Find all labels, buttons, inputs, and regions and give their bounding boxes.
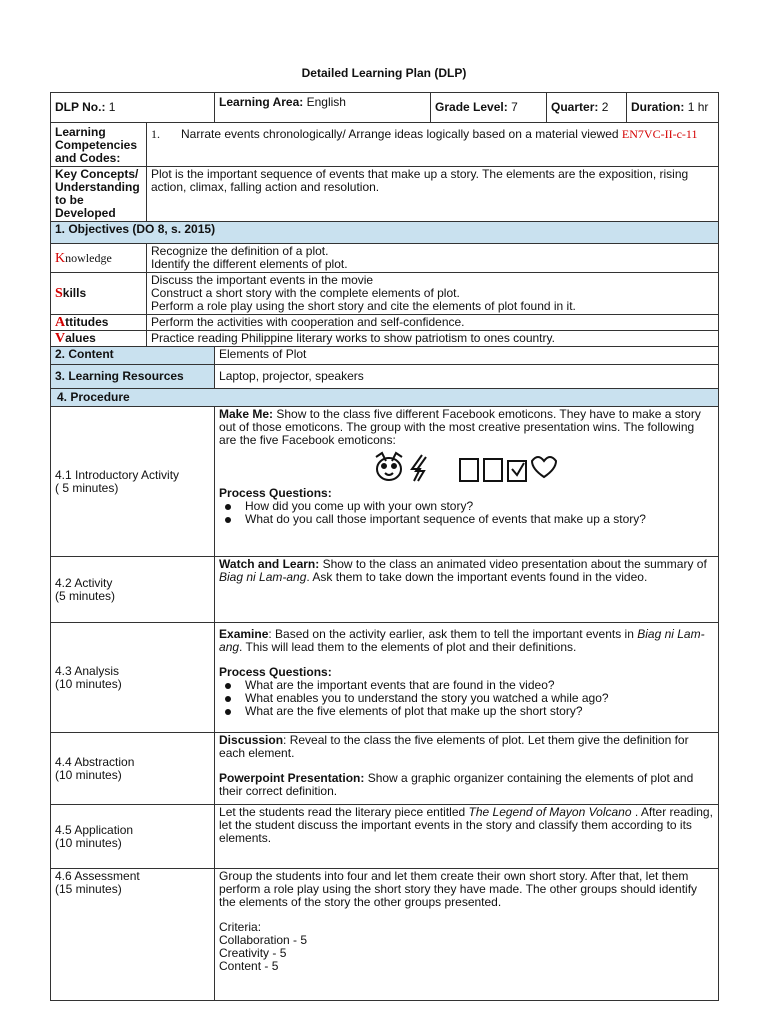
dog-face-icon: [376, 453, 402, 480]
dlp-number-value: 1: [108, 100, 116, 114]
abstraction-time: (10 minutes): [55, 767, 122, 782]
duration-value: 1 hr: [687, 100, 709, 114]
box-icon: [484, 459, 502, 481]
key-concepts-label: Key Concepts/ Understanding to be Developed: [51, 167, 147, 222]
content-row: [51, 347, 719, 365]
knowledge-label: [51, 244, 147, 273]
objectives-header-row: [51, 222, 719, 244]
analysis-row: [51, 623, 719, 733]
box-icon: [460, 459, 478, 481]
document-title: Detailed Learning Plan (DLP): [301, 66, 467, 80]
dlp-number-label: DLP No.:: [55, 100, 106, 114]
key-concepts-row: [51, 167, 719, 222]
procedure-header-row: [51, 389, 719, 407]
analysis-text-1: : Based on the activity earlier, ask them to tell the important events in: [268, 627, 638, 641]
skills-line: Construct a short story with the complete elements of plot.: [151, 286, 460, 300]
resources-label: 3. Learning Resources: [51, 365, 215, 389]
procedure-header: 4. Procedure: [51, 389, 719, 407]
emoticon-row: [219, 451, 714, 483]
criteria-item: Creativity - 5: [219, 946, 287, 960]
question-item: What are the five elements of plot that make up the short story?: [219, 705, 714, 718]
application-row: [51, 805, 719, 869]
knowledge-rest: nowledge: [65, 250, 112, 265]
values-label: [51, 331, 147, 347]
question-item: What enables you to understand the story you watched a while ago?: [219, 692, 714, 705]
watch-learn-lead: Watch and Learn:: [219, 557, 320, 571]
activity-label-cell: [51, 557, 215, 623]
assessment-content: [215, 869, 719, 1001]
assessment-row: [51, 869, 719, 1001]
abstraction-label-cell: [51, 733, 215, 805]
intro-activity-content: [215, 407, 719, 557]
skills-line: Perform a role play using the short story and cite the elements of plot found in it.: [151, 299, 576, 313]
grade-level-cell: [431, 93, 547, 123]
skills-initial: S: [55, 286, 63, 301]
grade-level-value: 7: [511, 100, 518, 114]
competencies-label: Learning Competencies and Codes:: [51, 123, 147, 167]
intro-activity-label: 4.1 Introductory Activity: [55, 467, 180, 482]
attitudes-label: [51, 315, 147, 331]
values-initial: V: [55, 331, 66, 346]
criteria-item: Content - 5: [219, 959, 279, 973]
skills-row: [51, 273, 719, 315]
learning-area-value: English: [306, 95, 346, 109]
quarter-cell: [547, 93, 627, 123]
competency-code: EN7VC-II-c-11: [621, 127, 698, 141]
content-label: 2. Content: [51, 347, 215, 365]
values-rest: alues: [65, 331, 96, 345]
content-value: Elements of Plot: [215, 347, 719, 365]
competencies-row: [51, 123, 719, 167]
discussion-text: : Reveal to the class the five elements of plot. Let them give the definition for each element.: [219, 733, 689, 760]
activity-content: [215, 557, 719, 623]
analysis-label: 4.3 Analysis: [55, 663, 120, 678]
skills-content: [147, 273, 719, 315]
examine-lead: Examine: [219, 627, 269, 641]
assessment-time: (15 minutes): [55, 882, 122, 896]
competency-text: Narrate events chronologically/ Arrange ideas logically based on a material viewed: [181, 127, 619, 141]
knowledge-row: [51, 244, 719, 273]
dlp-table: [50, 92, 719, 1001]
assessment-label: 4.6 Assessment: [55, 869, 140, 883]
abstraction-content: [215, 733, 719, 805]
knowledge-content: [147, 244, 719, 273]
knowledge-initial: K: [55, 250, 66, 266]
learning-area-cell: [215, 93, 431, 123]
competencies-content: [147, 123, 719, 167]
attitudes-rest: ttitudes: [65, 315, 109, 329]
question-item: What are the important events that are found in the video?: [219, 679, 714, 692]
intro-activity-label-cell: [51, 407, 215, 557]
values-row: [51, 331, 719, 347]
abstraction-label: 4.4 Abstraction: [55, 754, 135, 769]
activity-label: 4.2 Activity: [55, 575, 113, 590]
intro-activity-row: [51, 407, 719, 557]
dlp-number-cell: [51, 93, 215, 123]
attitudes-text: Perform the activities with cooperation and self-confidence.: [147, 315, 719, 331]
quarter-value: 2: [601, 100, 609, 114]
criteria-item: Collaboration - 5: [219, 933, 308, 947]
objectives-header: 1. Objectives (DO 8, s. 2015): [51, 222, 719, 244]
criteria-label: Criteria:: [219, 920, 262, 934]
powerpoint-lead: Powerpoint Presentation:: [219, 771, 365, 785]
analysis-label-cell: [51, 623, 215, 733]
application-text-1: Let the students read the literary piece entitled: [219, 805, 469, 819]
duration-cell: [627, 93, 719, 123]
application-content: [215, 805, 719, 869]
application-label-cell: [51, 805, 215, 869]
knowledge-line: Recognize the definition of a plot.: [151, 244, 329, 258]
key-concepts-text: Plot is the important sequence of events that make up a story. The elements are the exposition, rising action, climax, falling action and resolution.: [147, 167, 719, 222]
activity-row: [51, 557, 719, 623]
application-story-title: The Legend of Mayon Volcano: [468, 805, 632, 819]
analysis-story-title: Biag ni Lam-ang: [219, 627, 705, 654]
intro-process-questions-label: Process Questions:: [219, 486, 332, 500]
check-heart-icon: [508, 457, 556, 481]
analysis-process-questions-label: Process Questions:: [219, 665, 332, 679]
activity-time: (5 minutes): [55, 588, 116, 603]
competency-number: 1.: [151, 127, 160, 141]
quarter-label: Quarter:: [551, 100, 599, 114]
analysis-question-list: [219, 679, 714, 718]
powerpoint-text: Show a graphic organizer containing the elements of plot and their correct definition.: [219, 771, 694, 798]
duration-label: Duration:: [631, 100, 685, 114]
intro-activity-time: ( 5 minutes): [55, 480, 119, 495]
grade-level-label: Grade Level:: [435, 100, 508, 114]
knowledge-line: Identify the different elements of plot.: [151, 257, 348, 271]
lightning-icon: [412, 455, 426, 481]
skills-rest: kills: [62, 286, 87, 300]
abstraction-row: [51, 733, 719, 805]
analysis-text-2: . This will lead them to the elements of plot and their definitions.: [239, 640, 577, 654]
make-me-lead: Make Me:: [219, 407, 274, 421]
attitudes-row: [51, 315, 719, 331]
activity-text-2: . Ask them to take down the important events found in the video.: [306, 570, 648, 584]
resources-row: [51, 365, 719, 389]
activity-text-1: Show to the class an animated video presentation about the summary of: [319, 557, 707, 571]
info-row: [51, 93, 719, 123]
resources-value: Laptop, projector, speakers: [215, 365, 719, 389]
attitudes-initial: A: [55, 315, 66, 330]
analysis-content: [215, 623, 719, 733]
application-label: 4.5 Application: [55, 822, 134, 837]
application-time: (10 minutes): [55, 835, 122, 850]
learning-area-label: Learning Area:: [219, 95, 304, 109]
make-me-text: Show to the class five different Facebook emoticons. They have to make a story out of those emoticons. The group with the most creative presentation wins. The following are the five Facebook emoticons:: [219, 407, 701, 447]
skills-line: Discuss the important events in the movie: [151, 273, 374, 287]
analysis-time: (10 minutes): [55, 676, 122, 691]
question-item: How did you come up with your own story?: [219, 500, 714, 513]
assessment-label-cell: [51, 869, 215, 1001]
discussion-lead: Discussion: [219, 733, 284, 747]
intro-question-list: [219, 500, 714, 526]
assessment-text: Group the students into four and let them create their own short story. After that, let them perform a role play using the short story they have made. The other groups should identify the elements of the story the other groups presented.: [219, 869, 698, 909]
application-text-2: . After reading, let the student discuss the important events in the story and classify them according to its elements.: [219, 805, 713, 845]
activity-story-title: Biag ni Lam-ang: [219, 570, 307, 584]
skills-label: [51, 273, 147, 315]
question-item: What do you call those important sequence of events that make up a story?: [219, 513, 714, 526]
values-text: Practice reading Philippine literary works to show patriotism to ones country.: [147, 331, 719, 347]
